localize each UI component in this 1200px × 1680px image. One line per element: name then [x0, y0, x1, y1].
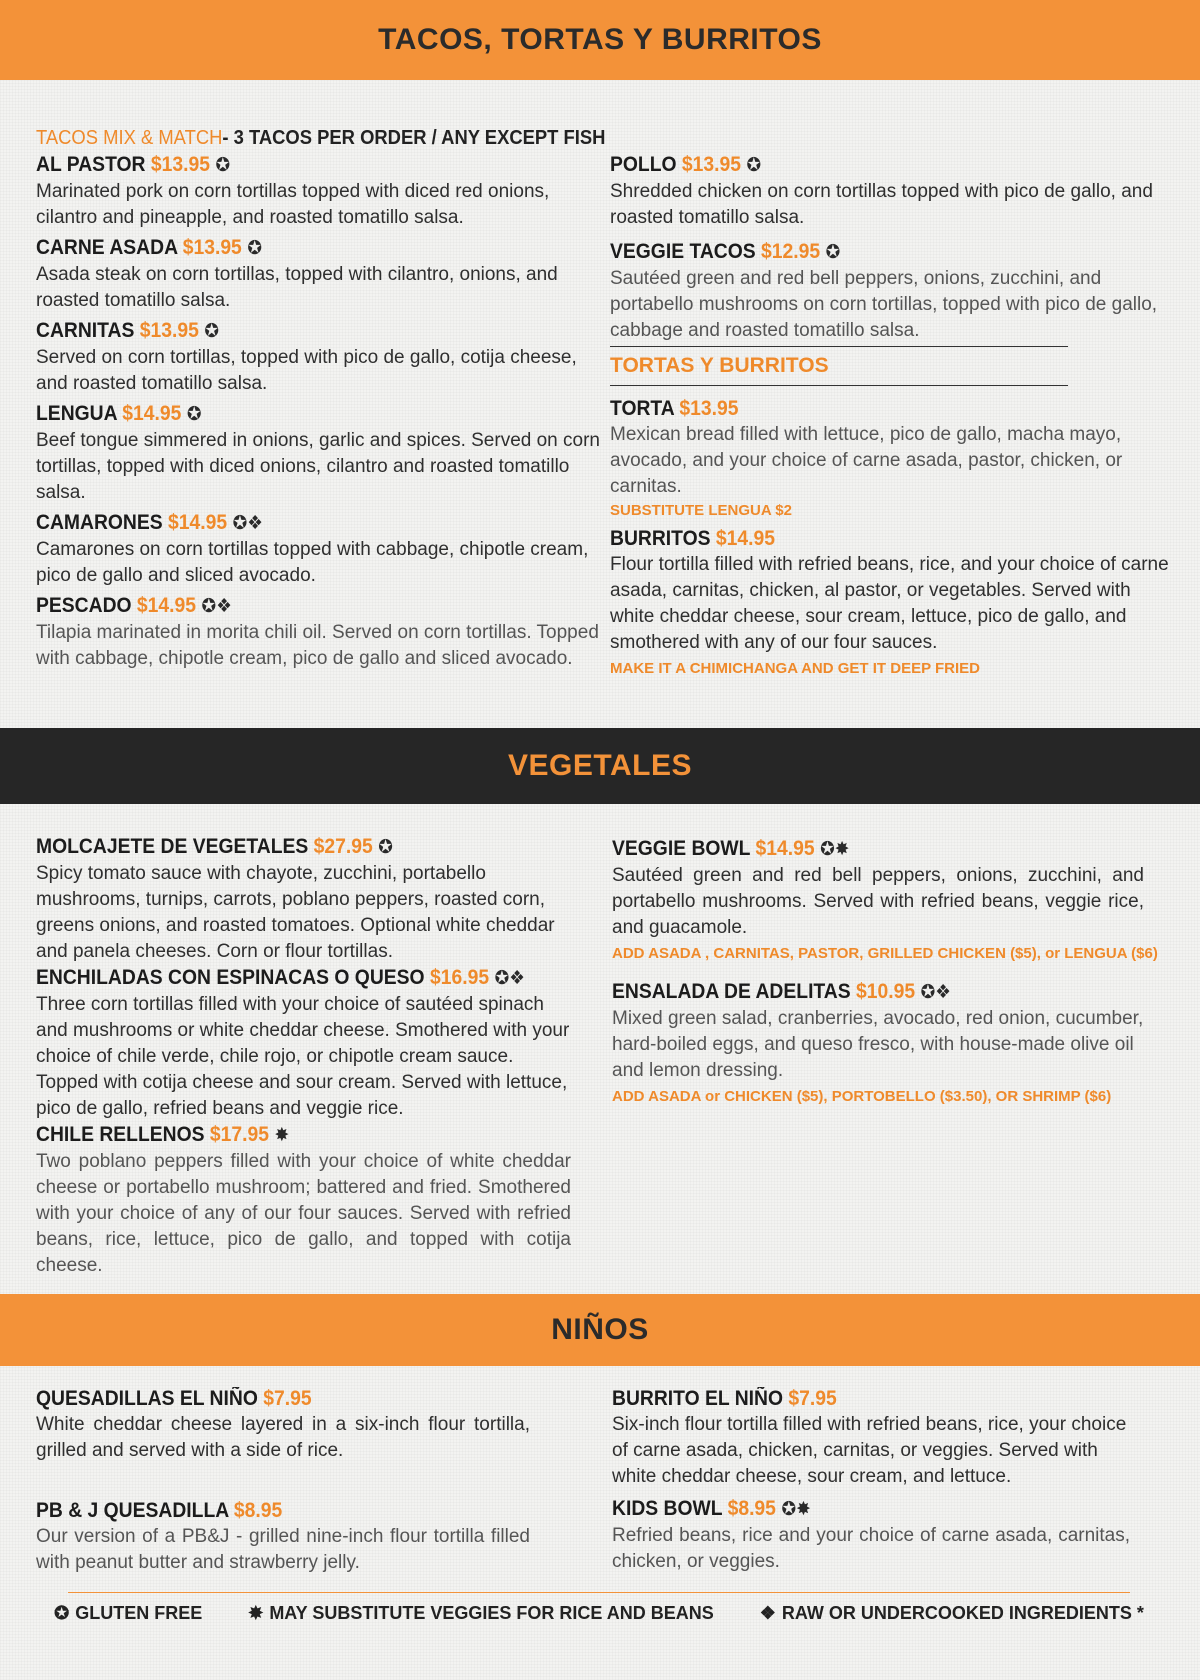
- item-description: Six-inch flour tortilla filled with refried beans, rice, your choice of carne asada, chicken, carnitas, or veggies. Served with white cheddar cheese, sour cream, and lettuce.: [612, 1414, 1127, 1487]
- item-description: Two poblano peppers filled with your choice of white cheddar cheese or portabello mushroom; battered and fried. Smothered with your choice of any of our four sauces. Served with refried beans, rice, lettuce, pico de gallo, and topped with cotija cheese.: [36, 1151, 571, 1276]
- ninos-right-column: [612, 1386, 1130, 1575]
- dietary-symbol-icon: ✪: [378, 837, 393, 858]
- menu-item: [36, 401, 606, 506]
- item-name: [36, 235, 560, 262]
- menu-item: [36, 1386, 530, 1464]
- item-description: Served on corn tortillas, topped with pico de gallo, cotija cheese, and roasted tomatillo salsa.: [36, 347, 577, 394]
- item-price: $13.95: [150, 153, 210, 176]
- item-title: BURRITOS: [610, 527, 711, 550]
- section-title: TACOS, TORTAS Y BURRITOS: [378, 23, 822, 56]
- item-title: CHILE RELLENOS: [36, 1123, 205, 1146]
- item-price: $13.95: [679, 397, 739, 420]
- item-title: QUESADILLAS EL NIÑO: [36, 1387, 258, 1410]
- item-price: $14.95: [168, 511, 228, 534]
- item-title: LENGUA: [36, 402, 117, 425]
- item-description: Camarones on corn tortillas topped with cabbage, chipotle cream, pico de gallo and sliced avocado.: [36, 539, 589, 586]
- section-header-vegetales: [0, 728, 1200, 804]
- tacos-right-items: [610, 152, 1170, 344]
- item-name: [610, 396, 1125, 422]
- item-description: Spicy tomato sauce with chayote, zucchini, portabello mushrooms, turnips, carrots, poblano peppers, roasted corn, greens onions, and roasted tomatoes. Optional white cheddar and panela cheeses. Corn or flour tortillas.: [36, 863, 555, 962]
- tortas-heading-text: TORTAS Y BURRITOS: [610, 354, 829, 377]
- item-description: Marinated pork on corn tortillas topped with diced red onions, cilantro and pineapple, and roasted tomatillo salsa.: [36, 181, 550, 228]
- item-note: MAKE IT A CHIMICHANGA AND GET IT DEEP FRIED: [610, 660, 981, 677]
- item-title: VEGGIE BOWL: [612, 837, 751, 860]
- item-name: [36, 510, 560, 537]
- tacos-right-column: [610, 152, 1170, 680]
- legend-veggie-sub: [248, 1603, 714, 1624]
- menu-item: [610, 239, 1170, 344]
- ninos-left-items: [36, 1386, 530, 1576]
- menu-item: [36, 510, 606, 589]
- item-name: [36, 1498, 490, 1524]
- item-price: $8.95: [233, 1499, 283, 1522]
- item-name: [36, 834, 528, 861]
- dietary-symbol-icon: ✸: [274, 1125, 290, 1146]
- item-description: Mixed green salad, cranberries, avocado, red onion, cucumber, hard-boiled eggs, and queso fresco, with house-made olive oil and lemon dressing.: [612, 1008, 1144, 1081]
- item-title: PB & J QUESADILLA: [36, 1499, 229, 1522]
- menu-item-torta: [610, 396, 1170, 522]
- item-name: [36, 593, 560, 620]
- item-name: [36, 965, 528, 992]
- item-description: Three corn tortillas filled with your choice of sautéed spinach and mushrooms or white cheddar cheese. Smothered with your choice of chile verde, chile rojo, or chipotle cream sauce. Topped with cotija cheese and sour cream. Served with lettuce, pico de gallo, refried beans and veggie rice.: [36, 994, 570, 1119]
- legend: [54, 1592, 1144, 1624]
- legend-text: RAW OR UNDERCOOKED INGREDIENTS *: [781, 1603, 1144, 1623]
- item-title: ENCHILADAS CON ESPINACAS O QUESO: [36, 966, 425, 989]
- item-title: CARNE ASADA: [36, 236, 178, 259]
- item-price: $14.95: [122, 402, 182, 425]
- item-title: POLLO: [610, 153, 677, 176]
- menu-item: [612, 1386, 1130, 1490]
- menu-item: [36, 1498, 530, 1576]
- veg-left-items: [36, 834, 571, 1279]
- item-price: $13.95: [139, 319, 199, 342]
- dietary-symbol-icon: ✪❖: [232, 513, 263, 534]
- item-description: Tilapia marinated in morita chili oil. Served on corn tortillas. Topped with cabbage, chipotle cream, pico de gallo and sliced avocado.: [36, 622, 599, 669]
- item-description: Beef tongue simmered in onions, garlic and spices. Served on corn tortillas, topped with diced onions, cilantro and roasted tomatillo salsa.: [36, 430, 600, 503]
- dietary-symbol-icon: ✪✸: [820, 839, 850, 860]
- item-note: ADD ASADA or CHICKEN ($5), PORTOBELLO ($3.50), OR SHRIMP ($6): [612, 1088, 1112, 1105]
- item-title: PESCADO: [36, 594, 132, 617]
- dietary-symbol-icon: ✪: [825, 242, 841, 263]
- ninos-left-column: [36, 1386, 530, 1576]
- item-price: $7.95: [263, 1387, 312, 1410]
- item-price: $10.95: [856, 980, 916, 1003]
- item-title: CARNITAS: [36, 319, 135, 342]
- dietary-symbol-icon: ✪✸: [781, 1499, 811, 1520]
- item-title: TORTA: [610, 397, 675, 420]
- item-description: Asada steak on corn tortillas, topped with cilantro, onions, and roasted tomatillo salsa.: [36, 264, 558, 311]
- tortas-heading: [610, 346, 1068, 386]
- item-title: MOLCAJETE DE VEGETALES: [36, 835, 309, 858]
- section-title: NIÑOS: [551, 1313, 649, 1346]
- dietary-symbol-icon: ✪: [746, 155, 762, 176]
- section-title: VEGETALES: [508, 749, 692, 782]
- item-price: $13.95: [681, 153, 742, 176]
- item-price: $14.95: [136, 594, 197, 617]
- item-title: KIDS BOWL: [612, 1497, 723, 1520]
- item-name: [612, 836, 1101, 863]
- item-title: CAMARONES: [36, 511, 163, 534]
- item-name: [36, 401, 560, 428]
- item-price: $7.95: [788, 1387, 837, 1410]
- dietary-symbol-icon: ✪❖: [494, 968, 525, 989]
- item-name: [612, 1386, 1089, 1412]
- item-name: [610, 152, 1125, 179]
- item-price: $8.95: [727, 1497, 776, 1520]
- dietary-symbol-icon: ✪❖: [201, 596, 232, 617]
- section-header-ninos: [0, 1294, 1200, 1366]
- menu-item: [36, 318, 606, 397]
- menu-item: [36, 152, 606, 231]
- item-title: AL PASTOR: [36, 153, 146, 176]
- tacos-mix-match: [36, 124, 606, 152]
- item-description: Mexican bread filled with lettuce, pico de gallo, macha mayo, avocado, and your choice of carne asada, pastor, chicken, or carnitas.: [610, 424, 1123, 497]
- veg-right-items: [612, 836, 1158, 1108]
- menu-item: [36, 965, 571, 1122]
- mix-rest: - 3 TACOS PER ORDER / ANY EXCEPT FISH: [222, 127, 606, 149]
- menu-item-burritos: [610, 526, 1170, 680]
- legend-text: MAY SUBSTITUTE VEGGIES FOR RICE AND BEANS: [269, 1603, 714, 1623]
- item-name: [610, 239, 1125, 266]
- menu-item: [36, 235, 606, 314]
- menu-item: [612, 1496, 1130, 1575]
- item-price: $13.95: [182, 236, 242, 259]
- item-name: [612, 979, 1101, 1006]
- item-description: Refried beans, rice and your choice of carne asada, carnitas, chicken, or veggies.: [612, 1525, 1130, 1572]
- item-title: ENSALADA DE ADELITAS: [612, 980, 851, 1003]
- tacos-left-column: [36, 124, 606, 672]
- menu-item: [610, 152, 1170, 231]
- legend-gluten-free: [54, 1603, 202, 1624]
- veggie-substitute-icon: ✸: [248, 1603, 264, 1623]
- item-price: $17.95: [209, 1123, 270, 1146]
- item-name: [612, 1496, 1089, 1523]
- item-name: [36, 318, 560, 345]
- item-description: Our version of a PB&J - grilled nine-inch flour tortilla filled with peanut butter and strawberry jelly.: [36, 1526, 530, 1573]
- legend-raw: [760, 1603, 1144, 1624]
- item-price: $14.95: [755, 837, 815, 860]
- item-price: $27.95: [313, 835, 373, 858]
- item-note: SUBSTITUTE LENGUA $2: [610, 502, 792, 519]
- item-description: White cheddar cheese layered in a six-inch flour tortilla, grilled and served with a side of rice.: [36, 1414, 530, 1461]
- mix-label: TACOS MIX & MATCH: [36, 127, 223, 149]
- section-header-tacos: [0, 0, 1200, 80]
- gluten-free-icon: ✪: [54, 1603, 70, 1623]
- tacos-left-items: [36, 152, 606, 672]
- menu-item: [612, 979, 1144, 1108]
- dietary-symbol-icon: ✪❖: [920, 982, 951, 1003]
- veg-left-column: [36, 834, 571, 1279]
- menu-item: [36, 593, 606, 672]
- dietary-symbol-icon: ✪: [215, 155, 231, 176]
- menu-item: [612, 836, 1158, 965]
- dietary-symbol-icon: ✪: [186, 404, 202, 425]
- menu-item: [36, 834, 571, 965]
- item-name: [36, 152, 560, 179]
- veg-right-column: [612, 836, 1158, 1108]
- item-price: $16.95: [429, 966, 490, 989]
- dietary-symbol-icon: ✪: [247, 238, 262, 259]
- dietary-symbol-icon: ✪: [204, 321, 220, 342]
- item-description: Sautéed green and red bell peppers, onions, zucchini, and portabello mushrooms. Served with refried beans, veggie rice, and guacamole.: [612, 865, 1144, 938]
- item-name: [36, 1122, 528, 1149]
- item-name: [36, 1386, 490, 1412]
- item-note: ADD ASADA , CARNITAS, PASTOR, GRILLED CHICKEN ($5), or LENGUA ($6): [612, 945, 1158, 962]
- item-price: $12.95: [761, 240, 821, 263]
- item-description: Sautéed green and red bell peppers, onions, zucchini, and portabello mushrooms on corn tortillas, topped with pico de gallo, cabbage and roasted tomatillo salsa.: [610, 268, 1158, 341]
- menu-item: [36, 1122, 571, 1279]
- ninos-right-items: [612, 1386, 1130, 1575]
- item-price: $14.95: [715, 527, 776, 550]
- item-name: [610, 526, 1125, 552]
- raw-ingredients-icon: ❖: [759, 1603, 776, 1623]
- item-title: VEGGIE TACOS: [610, 240, 756, 263]
- legend-text: GLUTEN FREE: [75, 1603, 203, 1623]
- item-description: Shredded chicken on corn tortillas topped with pico de gallo, and roasted tomatillo salsa.: [610, 181, 1153, 228]
- item-description: Flour tortilla filled with refried beans, rice, and your choice of carne asada, carnitas, chicken, al pastor, or vegetables. Served with white cheddar cheese, sour cream, lettuce, pico de gallo, and smothered with any of our four sauces.: [610, 554, 1169, 653]
- item-title: BURRITO EL NIÑO: [612, 1387, 784, 1410]
